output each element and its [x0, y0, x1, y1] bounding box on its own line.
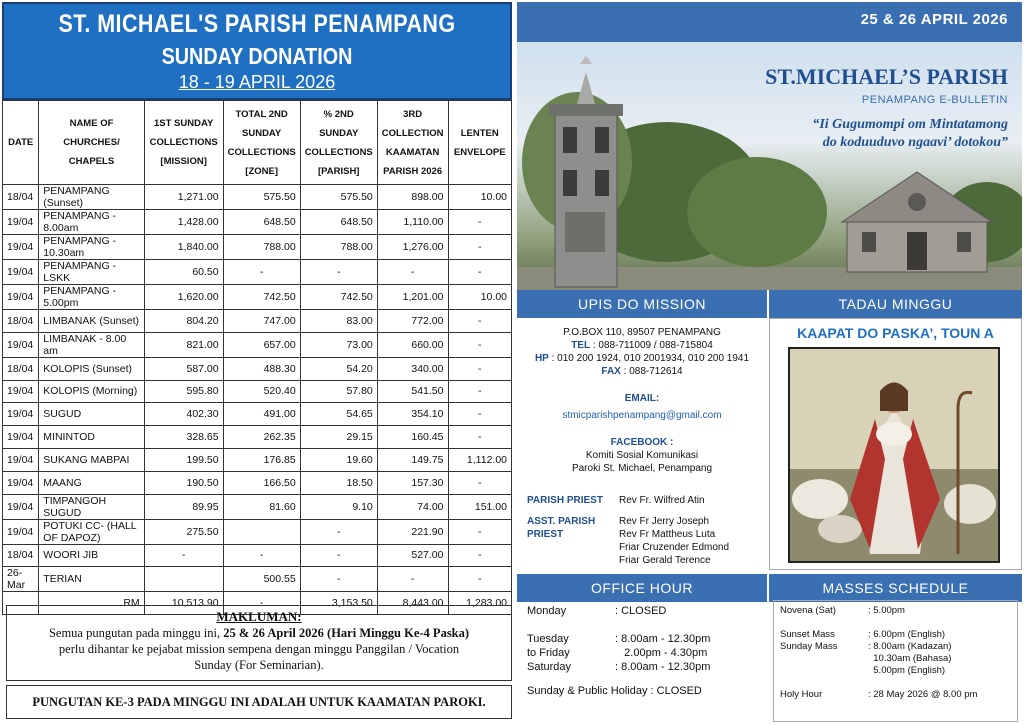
mass-label: Sunset Mass	[780, 629, 835, 640]
office-row	[527, 646, 767, 660]
cell-date: 18/04	[3, 185, 39, 210]
bulletin-parish-title: ST.MICHAEL’S PARISH	[765, 64, 1008, 89]
office-hour-header: OFFICE HOUR	[517, 574, 767, 602]
parish-title-block	[765, 64, 1008, 152]
cell-first-sunday: 1,840.00	[144, 235, 223, 260]
parish-priest-row	[527, 494, 767, 507]
cell-first-sunday: 10,513.90	[144, 592, 223, 615]
cell-second-sunday-zone	[223, 519, 300, 544]
cell-third-collection: 660.00	[377, 332, 448, 357]
table-row	[3, 426, 512, 449]
office-time: : 8.00am - 12.30pm	[615, 661, 711, 673]
cell-church: POTUKI CC- (HALL OF DAPOZ)	[39, 519, 144, 544]
good-shepherd-image	[788, 347, 1000, 563]
bulletin-date: 25 & 26 APRIL 2026	[517, 2, 1022, 42]
cell-date: 19/04	[3, 403, 39, 426]
cell-church: TERIAN	[39, 567, 144, 592]
mass-row	[780, 689, 1011, 701]
cell-date: 19/04	[3, 519, 39, 544]
table-row	[3, 357, 512, 380]
office-day: Saturday	[527, 661, 572, 673]
bulletin-subtitle: PENAMPANG E-BULLETIN	[861, 94, 1008, 106]
cell-first-sunday: 199.50	[144, 448, 223, 471]
priests-list	[527, 494, 767, 567]
notice-line-1	[7, 625, 511, 641]
table-row	[3, 403, 512, 426]
cell-church: SUKANG MABPAI	[39, 448, 144, 471]
mass-time: : 28 May 2026 @ 8.00 pm	[868, 689, 978, 700]
cell-church: PENAMPANG - 8.00am	[39, 210, 144, 235]
cell-church: PENAMPANG - LSKK	[39, 260, 144, 285]
cell-second-sunday-parish: 19.60	[300, 448, 377, 471]
cell-first-sunday: 1,620.00	[144, 285, 223, 310]
notice-line-1-text: Semua pungutan pada minggu ini,	[48, 626, 224, 640]
cell-third-collection: -	[377, 567, 448, 592]
parish-priest-label: PARISH PRIEST	[527, 495, 603, 506]
cell-second-sunday-parish: -	[300, 260, 377, 285]
mass-time: : 5.00pm	[868, 605, 905, 616]
cell-first-sunday: -	[144, 544, 223, 567]
asst-priest-name: Friar Gerald Terence	[619, 555, 711, 566]
cell-second-sunday-zone: 176.85	[223, 448, 300, 471]
cell-second-sunday-zone: 491.00	[223, 403, 300, 426]
mass-times	[868, 641, 1011, 677]
cell-first-sunday: 1,428.00	[144, 210, 223, 235]
cell-date: 18/04	[3, 357, 39, 380]
cell-second-sunday-parish: 742.50	[300, 285, 377, 310]
address: P.O.BOX 110, 89507 PENAMPANG	[563, 327, 721, 338]
makluman-notice	[6, 605, 512, 681]
cell-lenten: -	[448, 403, 512, 426]
office-day: Tuesday	[527, 633, 569, 645]
cell-second-sunday-parish: 73.00	[300, 332, 377, 357]
cell-second-sunday-zone: 81.60	[223, 494, 300, 519]
cell-second-sunday-zone: 575.50	[223, 185, 300, 210]
cell-lenten: -	[448, 471, 512, 494]
asst-priest-name: Rev Fr Jerry Joseph	[619, 516, 710, 527]
asst-priest-label: ASST. PARISH PRIEST	[527, 516, 596, 540]
cell-second-sunday-parish: 54.65	[300, 403, 377, 426]
table-header-row	[3, 101, 512, 185]
header-church: NAME OF CHURCHES/ CHAPELS	[39, 101, 144, 185]
asst-priest-name: Rev Fr Mattheus Luta	[619, 529, 716, 540]
cell-lenten: 151.00	[448, 494, 512, 519]
office-sunday: Sunday & Public Holiday : CLOSED	[527, 685, 702, 697]
cell-date: 19/04	[3, 448, 39, 471]
upis-section-header: UPIS DO MISSION	[517, 290, 767, 318]
cell-date: 19/04	[3, 332, 39, 357]
table-row	[3, 235, 512, 260]
cell-lenten: -	[448, 426, 512, 449]
cell-second-sunday-zone: -	[223, 544, 300, 567]
cell-second-sunday-parish: 83.00	[300, 310, 377, 333]
cell-second-sunday-zone: 520.40	[223, 380, 300, 403]
cell-second-sunday-zone: 788.00	[223, 235, 300, 260]
header-second-sunday-parish: % 2ND SUNDAY COLLECTIONS [PARISH]	[300, 101, 377, 185]
cell-third-collection: 354.10	[377, 403, 448, 426]
cell-second-sunday-parish: -	[300, 519, 377, 544]
cell-church: PENAMPANG (Sunset)	[39, 185, 144, 210]
third-collection-notice: PUNGUTAN KE-3 PADA MINGGU INI ADALAH UNTUK KAAMATAN PAROKI.	[6, 685, 512, 719]
notice-heading: MAKLUMAN:	[216, 609, 302, 624]
cell-second-sunday-zone: 648.50	[223, 210, 300, 235]
tel-value: : 088-711009 / 088-715804	[592, 340, 713, 351]
cell-lenten: -	[448, 519, 512, 544]
tel-label: TEL	[571, 340, 591, 351]
cell-first-sunday: 275.50	[144, 519, 223, 544]
asst-priest-name: Friar Cruzender Edmond	[619, 542, 730, 553]
parish-priest-name: Rev Fr. Wilfred Atin	[619, 495, 705, 506]
office-time: 2.00pm - 4.30pm	[615, 647, 708, 659]
cell-first-sunday: 804.20	[144, 310, 223, 333]
cell-third-collection: 340.00	[377, 357, 448, 380]
cell-third-collection: 74.00	[377, 494, 448, 519]
table-row	[3, 332, 512, 357]
notice-line-3: Sunday (For Seminarian).	[194, 658, 324, 672]
cell-first-sunday: 328.65	[144, 426, 223, 449]
hp-line	[517, 352, 767, 365]
good-shepherd-illustration	[790, 349, 998, 561]
cell-first-sunday: 587.00	[144, 357, 223, 380]
table-row	[3, 544, 512, 567]
email-link[interactable]: stmicparishpenampang@gmail.com	[562, 410, 722, 421]
table-row	[3, 310, 512, 333]
cell-lenten: -	[448, 357, 512, 380]
table-row	[3, 380, 512, 403]
cell-second-sunday-parish: 3,153.50	[300, 592, 377, 615]
quote-line-1: “Ii Gugumompi om Mintatamong	[812, 117, 1008, 132]
cell-third-collection: 8,443.00	[377, 592, 448, 615]
mass-time: : 6.00pm (English)	[868, 629, 946, 640]
cell-first-sunday: 60.50	[144, 260, 223, 285]
asst-priest-row	[527, 515, 767, 567]
mass-row	[780, 641, 1011, 677]
fax-value: : 088-712614	[623, 366, 683, 377]
cell-lenten: -	[448, 260, 512, 285]
mass-row	[780, 605, 1011, 617]
mass-row	[780, 629, 1011, 641]
cell-second-sunday-zone: 747.00	[223, 310, 300, 333]
table-row	[3, 448, 512, 471]
cell-second-sunday-parish: 29.15	[300, 426, 377, 449]
cell-lenten: -	[448, 567, 512, 592]
donation-subtitle: SUNDAY DONATION	[161, 43, 353, 69]
cell-second-sunday-zone: -	[223, 592, 300, 615]
cell-first-sunday: 190.50	[144, 471, 223, 494]
cell-second-sunday-zone: 657.00	[223, 332, 300, 357]
mass-label: Sunday Mass	[780, 641, 838, 652]
cell-third-collection: 1,276.00	[377, 235, 448, 260]
cell-third-collection: 160.45	[377, 426, 448, 449]
cell-first-sunday	[144, 567, 223, 592]
cell-second-sunday-parish: -	[300, 544, 377, 567]
cell-church: KOLOPIS (Sunset)	[39, 357, 144, 380]
table-row	[3, 519, 512, 544]
cell-date: 19/04	[3, 260, 39, 285]
donation-table-body	[3, 185, 512, 615]
cell-lenten: 10.00	[448, 285, 512, 310]
cell-lenten: 10.00	[448, 185, 512, 210]
cell-third-collection: 1,110.00	[377, 210, 448, 235]
table-row	[3, 210, 512, 235]
masses-schedule	[773, 600, 1018, 722]
cell-third-collection: 541.50	[377, 380, 448, 403]
cell-church: WOORI JIB	[39, 544, 144, 567]
cell-church: RM	[39, 592, 144, 615]
cell-lenten: -	[448, 310, 512, 333]
mass-label: Holy Hour	[780, 689, 823, 700]
cell-date: 26-Mar	[3, 567, 39, 592]
cell-first-sunday: 1,271.00	[144, 185, 223, 210]
cell-church: PENAMPANG - 5.00pm	[39, 285, 144, 310]
cell-third-collection: 221.90	[377, 519, 448, 544]
cell-lenten: 1,112.00	[448, 448, 512, 471]
cell-second-sunday-zone: 500.55	[223, 567, 300, 592]
facebook-label: FACEBOOK :	[610, 437, 674, 448]
cell-third-collection: 898.00	[377, 185, 448, 210]
cell-second-sunday-zone: 166.50	[223, 471, 300, 494]
cell-date: 18/04	[3, 544, 39, 567]
cell-date: 19/04	[3, 235, 39, 260]
notice-line-2: perlu dihantar ke pejabat mission sempena dengan minggu Panggilan / Vocation	[58, 642, 460, 656]
cell-third-collection: 527.00	[377, 544, 448, 567]
parish-title: ST. MICHAEL'S PARISH PENAMPANG	[58, 10, 456, 38]
mass-time: : 8.00am (Kadazan)	[868, 641, 952, 652]
donation-banner	[2, 2, 512, 100]
office-day: Monday	[527, 605, 567, 617]
cell-first-sunday: 402.30	[144, 403, 223, 426]
cell-date: 19/04	[3, 285, 39, 310]
cell-first-sunday: 89.95	[144, 494, 223, 519]
cell-church: MAANG	[39, 471, 144, 494]
sunday-title: KAAPAT DO PASKA’, TOUN A	[797, 325, 994, 341]
tadau-minggu-box	[769, 318, 1022, 570]
cell-church: MININTOD	[39, 426, 144, 449]
cell-second-sunday-parish: 575.50	[300, 185, 377, 210]
table-row	[3, 567, 512, 592]
fax-label: FAX	[601, 366, 621, 377]
mass-time: 5.00pm (English)	[868, 665, 946, 676]
mass-label: Novena (Sat)	[780, 605, 836, 616]
cell-second-sunday-zone: 742.50	[223, 285, 300, 310]
table-row	[3, 285, 512, 310]
cell-second-sunday-parish: 9.10	[300, 494, 377, 519]
cell-second-sunday-zone: 262.35	[223, 426, 300, 449]
cell-lenten: -	[448, 332, 512, 357]
quote-line-2: do koduuduvo ngaavi’ dotokou”	[822, 135, 1008, 150]
facebook-line-2: Paroki St. Michael, Penampang	[571, 463, 713, 474]
fax-line	[517, 365, 767, 378]
cell-church: LIMBANAK - 8.00 am	[39, 332, 144, 357]
cell-third-collection: 157.30	[377, 471, 448, 494]
cell-second-sunday-parish: 57.80	[300, 380, 377, 403]
header-lenten: LENTEN ENVELOPE	[448, 101, 512, 185]
cell-first-sunday: 821.00	[144, 332, 223, 357]
office-day: to Friday	[527, 647, 570, 659]
cell-second-sunday-parish: 648.50	[300, 210, 377, 235]
cell-second-sunday-zone: 488.30	[223, 357, 300, 380]
notice-line-1-bold: 25 & 26 April 2026 (Hari Minggu Ke-4 Paska)	[223, 626, 470, 640]
donation-table	[2, 100, 512, 615]
cell-lenten: -	[448, 235, 512, 260]
tadau-section-header: TADAU MINGGU	[769, 290, 1022, 318]
cell-second-sunday-zone: -	[223, 260, 300, 285]
cell-third-collection: 1,201.00	[377, 285, 448, 310]
cell-church: LIMBANAK (Sunset)	[39, 310, 144, 333]
cell-date: 19/04	[3, 471, 39, 494]
office-time: : 8.00am - 12.30pm	[615, 633, 711, 645]
facebook-line-1: Komiti Sosial Komunikasi	[585, 450, 699, 461]
email-label: EMAIL:	[624, 393, 660, 404]
bulletin-quote	[765, 116, 1008, 152]
cell-third-collection: -	[377, 260, 448, 285]
table-row	[3, 185, 512, 210]
cell-lenten: -	[448, 544, 512, 567]
cell-first-sunday: 595.80	[144, 380, 223, 403]
header-first-sunday: 1ST SUNDAY COLLECTIONS [MISSION]	[144, 101, 223, 185]
cell-church: SUGUD	[39, 403, 144, 426]
church-photo	[517, 42, 1022, 290]
cell-second-sunday-parish: 54.20	[300, 357, 377, 380]
hp-label: HP	[534, 353, 549, 364]
cell-third-collection: 149.75	[377, 448, 448, 471]
mass-time: 10.30am (Bahasa)	[868, 653, 952, 664]
cell-third-collection: 772.00	[377, 310, 448, 333]
table-row	[3, 260, 512, 285]
office-hours	[527, 604, 767, 698]
cell-second-sunday-parish: 18.50	[300, 471, 377, 494]
table-row	[3, 471, 512, 494]
cell-second-sunday-parish: 788.00	[300, 235, 377, 260]
donation-panel	[2, 2, 512, 722]
cell-lenten: 1,283.00	[448, 592, 512, 615]
cell-date: 19/04	[3, 494, 39, 519]
cell-church: TIMPANGOH SUGUD	[39, 494, 144, 519]
office-row	[527, 604, 767, 618]
office-row	[527, 632, 767, 646]
masses-schedule-header: MASSES SCHEDULE	[769, 574, 1022, 602]
cell-church: PENAMPANG - 10.30am	[39, 235, 144, 260]
asst-priest-names	[619, 515, 767, 567]
cell-lenten: -	[448, 380, 512, 403]
cell-date: 19/04	[3, 380, 39, 403]
hp-value: : 010 200 1924, 010 2001934, 010 200 1941	[551, 353, 750, 364]
office-row	[527, 660, 767, 674]
tel-line	[517, 339, 767, 352]
table-row	[3, 494, 512, 519]
header-third-collection: 3RD COLLECTION KAAMATAN PARISH 2026	[377, 101, 448, 185]
header-date: DATE	[3, 101, 39, 185]
donation-date: 18 - 19 APRIL 2026	[178, 72, 336, 92]
cell-date: 18/04	[3, 310, 39, 333]
cell-date: 19/04	[3, 210, 39, 235]
office-time: : CLOSED	[615, 605, 667, 617]
cell-lenten: -	[448, 210, 512, 235]
bulletin-panel	[517, 2, 1022, 722]
cell-date: 19/04	[3, 426, 39, 449]
header-second-sunday-zone: TOTAL 2ND SUNDAY COLLECTIONS [ZONE]	[223, 101, 300, 185]
cell-church: KOLOPIS (Morning)	[39, 380, 144, 403]
cell-second-sunday-parish: -	[300, 567, 377, 592]
